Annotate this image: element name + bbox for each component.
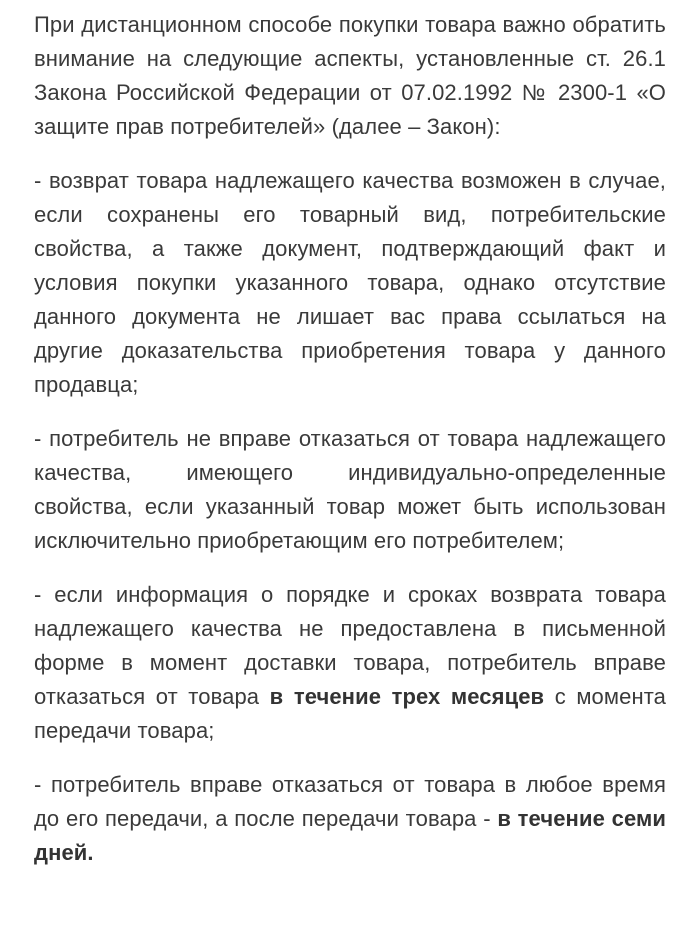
list-item-three-months bbox=[34, 578, 666, 748]
intro-paragraph bbox=[34, 8, 666, 144]
text-segment: - потребитель не вправе отказаться от товара надлежащего качества, имеющего индивидуально-определенные свойства, если указанный товар может быть использован исключительно приобретающим его потребителем; bbox=[34, 426, 666, 553]
text-segment: - потребитель вправе отказаться от товара в любое время до его передачи, а после передачи товара - bbox=[34, 772, 666, 831]
text-segment: При дистанционном способе покупки товара важно обратить внимание на следующие аспекты, установленные ст. 26.1 Закона Российской Федерации от 07.02.1992 № 2300-1 «О защите прав потребителей» (далее – Закон): bbox=[34, 12, 666, 139]
bold-text-segment: в течение трех месяцев bbox=[269, 684, 545, 709]
text-segment: - если информация о порядке и сроках возврата товара надлежащего качества не предоставлена в письменной форме в момент доставки товара, потребитель вправе отказаться от товара bbox=[34, 582, 666, 709]
bold-text-segment: в течение семи дней. bbox=[34, 806, 666, 865]
list-item-seven-days bbox=[34, 768, 666, 870]
list-item-individual-goods bbox=[34, 422, 666, 558]
list-item-return-conditions bbox=[34, 164, 666, 402]
text-segment: с момента передачи товара; bbox=[34, 684, 666, 743]
text-segment: - возврат товара надлежащего качества возможен в случае, если сохранены его товарный вид, потребительские свойства, а также документ, подтверждающий факт и условия покупки указанного товара, однако отсутствие данного документа не лишает вас права ссылаться на другие доказательства приобретения товара у данного продавца; bbox=[34, 168, 666, 397]
